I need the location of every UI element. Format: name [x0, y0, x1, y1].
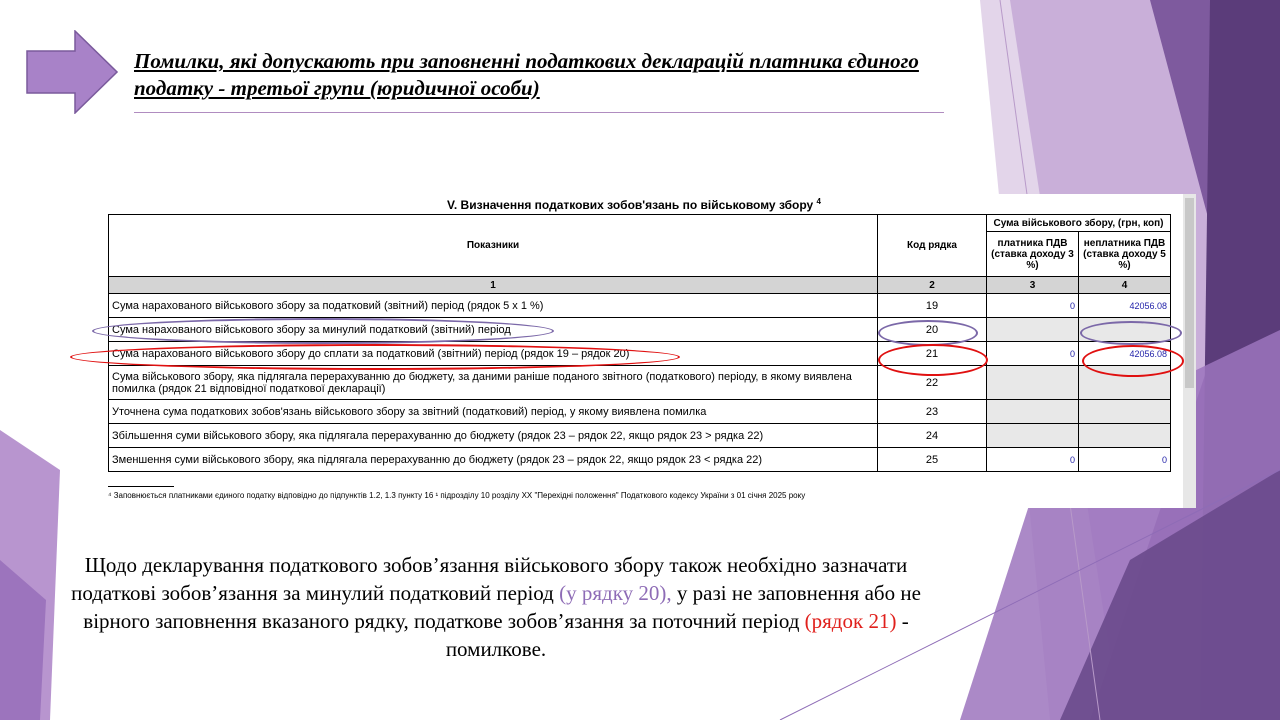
table-header-row	[109, 215, 1171, 232]
row-20-code-highlight	[878, 320, 978, 346]
row-label: Уточнена сума податкових зобов'язань військового збору за звітний (податковий) період, у якому виявлена помилка	[109, 400, 878, 424]
header-non-vat-payer: неплатника ПДВ (ставка доходу 5 %)	[1079, 232, 1171, 277]
scrollbar-thumb[interactable]	[1185, 198, 1194, 388]
vat-payer-value[interactable]	[987, 400, 1079, 424]
non-vat-payer-value[interactable]	[1079, 424, 1171, 448]
column-number: 1	[109, 277, 878, 294]
column-number-row	[109, 277, 1171, 294]
section-title-text: V. Визначення податкових зобов'язань по військовому збору	[446, 198, 814, 212]
non-vat-payer-value[interactable]: 0	[1079, 448, 1171, 472]
row-20-value-highlight	[1080, 321, 1182, 345]
row-21-code-highlight	[878, 344, 988, 376]
header-vat-payer: платника ПДВ (ставка доходу 3 %)	[987, 232, 1079, 277]
row-code: 21	[878, 342, 987, 366]
vat-payer-value[interactable]: 0	[987, 448, 1079, 472]
slide-title: Помилки, які допускають при заповненні податкових декларацій платника єдиного податку - третьої групи (юридичної особи)	[134, 49, 919, 100]
table-row-23	[109, 400, 1171, 424]
vat-payer-value[interactable]: 0	[987, 342, 1079, 366]
title-divider	[134, 112, 944, 113]
header-amount-group: Сума військового збору, (грн, коп)	[987, 215, 1171, 232]
row-code: 22	[878, 366, 987, 400]
right-arrow-icon	[26, 30, 118, 114]
row-21-value-highlight	[1082, 345, 1184, 377]
section-title	[104, 197, 1164, 212]
document-scrollbar[interactable]	[1183, 194, 1196, 508]
row-code: 23	[878, 400, 987, 424]
explanation-paragraph	[46, 551, 946, 663]
footnote: ⁴ Заповнюється платниками єдиного податку відповідно до підпунктів 1.2, 1.3 пункту 16 ¹ підрозділу 10 розділу XX "Перехідні положення" Податкового кодексу України з 01 січня 2025 року	[108, 491, 806, 500]
row-code: 24	[878, 424, 987, 448]
vat-payer-value[interactable]	[987, 318, 1079, 342]
column-number: 3	[987, 277, 1079, 294]
row-label: Збільшення суми військового збору, яка підлягала перерахуванню до бюджету (рядок 23 – рядок 22, якщо рядок 23 > рядка 22)	[109, 424, 878, 448]
table-row-19	[109, 294, 1171, 318]
row-label: Сума військового збору, яка підлягала перерахуванню до бюджету, за даними раніше поданого звітного (податкового) періоду, в якому виявлена помилка (рядок 21 відповідної податкової декларації)	[109, 366, 878, 400]
row-20-reference: (у рядку 20),	[559, 581, 672, 605]
non-vat-payer-value[interactable]: 42056.08	[1079, 342, 1171, 366]
column-number: 4	[1079, 277, 1171, 294]
table-row-25	[109, 448, 1171, 472]
header-row-code: Код рядка	[878, 215, 987, 277]
header-indicators: Показники	[109, 215, 878, 277]
vat-payer-value[interactable]	[987, 366, 1079, 400]
row-label: Сума нарахованого військового збору за податковий (звітний) період (рядок 5 х 1 %)	[109, 294, 878, 318]
table-row-24	[109, 424, 1171, 448]
section-title-footnote-mark: 4	[816, 197, 821, 206]
column-number: 2	[878, 277, 987, 294]
footnote-divider	[108, 486, 174, 487]
row-21-label-highlight	[70, 344, 680, 370]
table-row-22	[109, 366, 1171, 400]
vat-payer-value[interactable]	[987, 424, 1079, 448]
row-21-reference: (рядок 21)	[804, 609, 897, 633]
row-20-label-highlight	[92, 318, 554, 344]
non-vat-payer-value[interactable]: 42056.08	[1079, 294, 1171, 318]
explanation-text: Щодо декларування податкового зобов’язання військового збору також необхідно зазначати податкові зобов’язання за минулий податковий період	[71, 553, 908, 605]
row-label: Зменшення суми військового збору, яка підлягала перерахуванню до бюджету (рядок 23 – рядок 22, якщо рядок 23 < рядка 22)	[109, 448, 878, 472]
row-label: Сума нарахованого військового збору до сплати за податковий (звітний) період (рядок 19 – рядок 20)	[109, 342, 878, 366]
explanation-text: - помилкове.	[445, 609, 909, 661]
row-label: Сума нарахованого військового збору за минулий податковий (звітний) період	[109, 318, 878, 342]
vat-payer-value[interactable]: 0	[987, 294, 1079, 318]
row-code: 25	[878, 448, 987, 472]
row-code: 19	[878, 294, 987, 318]
row-code: 20	[878, 318, 987, 342]
explanation-text: у разі не заповнення або не вірного заповнення вказаного рядку, податкове зобов’язання за поточний період	[83, 581, 921, 633]
non-vat-payer-value[interactable]	[1079, 400, 1171, 424]
